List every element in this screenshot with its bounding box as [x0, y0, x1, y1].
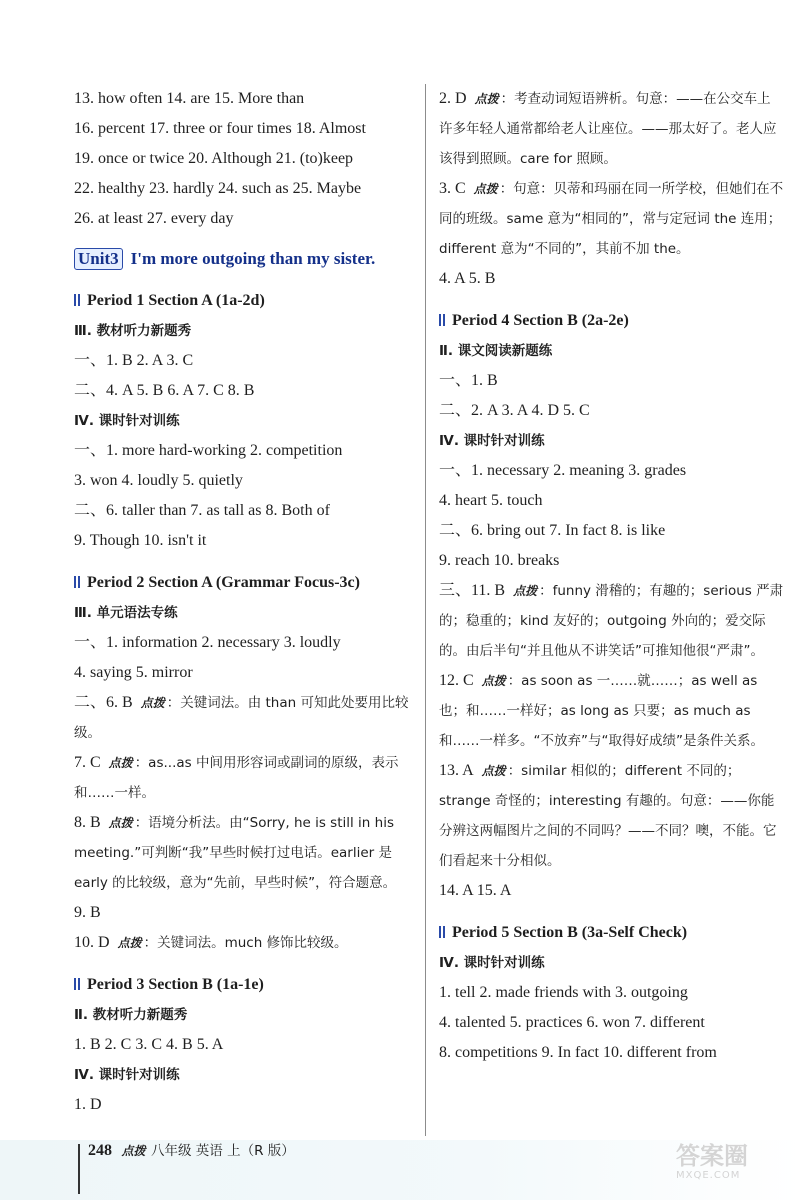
answer-explanation [74, 748, 422, 808]
watermark-url: MXQE.COM [676, 1170, 741, 1181]
exercise-subheading: Ⅳ. 课时针对训练 [74, 413, 180, 429]
exercise-subheading: Ⅳ. 课时针对训练 [439, 955, 545, 971]
answer-key: 三、11. B [439, 582, 506, 599]
dianbo-label: 点拨 [117, 936, 142, 950]
answer-line: 1. tell 2. made friends with 3. outgoing [439, 984, 688, 1001]
dianbo-label: 点拨 [473, 182, 498, 196]
answer-line: 二、6. bring out 7. In fact 8. is like [439, 522, 666, 539]
period-title: Period 4 Section B (2a-2e) [452, 312, 629, 329]
period-title: Period 1 Section A (1a-2d) [87, 292, 265, 309]
period-heading [74, 286, 422, 316]
answer-line: 一、1. more hard-working 2. competition [74, 442, 343, 459]
answer-key: 13. A [439, 762, 474, 779]
section-marker-icon [74, 576, 80, 588]
answer-line: 二、6. taller than 7. as tall as 8. Both of [74, 502, 330, 519]
answer-line: 22. healthy 23. hardly 24. such as 25. Maybe [74, 180, 362, 197]
answer-line: 4. heart 5. touch [439, 492, 543, 509]
watermark-text: 答案圈 [676, 1142, 748, 1170]
answer-key: 10. D [74, 934, 110, 951]
explanation-text: ：similar 相似的；different 不同的；strange 奇怪的；interesting 有趣的。句意：——你能分辨这两幅图片之间的不同吗？——不同？噢，不能。它们看起来十分相似。 [439, 763, 777, 869]
answer-line: 一、1. necessary 2. meaning 3. grades [439, 462, 687, 479]
answer-line: 9. B [74, 904, 101, 921]
answer-explanation [439, 84, 784, 174]
dianbo-label: 点拨 [108, 756, 133, 770]
answer-line: 1. B 2. C 3. C 4. B 5. A [74, 1036, 224, 1053]
dianbo-label: 点拨 [474, 92, 499, 106]
answer-line: 3. won 4. loudly 5. quietly [74, 472, 243, 489]
explanation-text: ：句意：贝蒂和玛丽在同一所学校，但她们在不同的班级。same 意为“相同的”，常与定冠词 the 连用；different 意为“不同的”，其前不加 the。 [439, 181, 784, 257]
answer-key: 8. B [74, 814, 101, 831]
section-marker-icon [439, 926, 445, 938]
page-number: 248 [88, 1142, 112, 1159]
dianbo-label: 点拨 [481, 674, 506, 688]
answer-line: 二、2. A 3. A 4. D 5. C [439, 402, 590, 419]
explanation-text: ：as...as 中间用形容词或副词的原级，表示和……一样。 [74, 755, 399, 801]
answer-line: 4. A 5. B [439, 270, 496, 287]
answer-line: 二、4. A 5. B 6. A 7. C 8. B [74, 382, 255, 399]
answer-key: 7. C [74, 754, 101, 771]
answer-line: 4. saying 5. mirror [74, 664, 193, 681]
period-title: Period 3 Section B (1a-1e) [87, 976, 264, 993]
answer-explanation [439, 666, 784, 756]
answer-line: 16. percent 17. three or four times 18. Almost [74, 120, 366, 137]
exercise-subheading: Ⅱ. 教材听力新题秀 [74, 1007, 188, 1023]
answer-line: 26. at least 27. every day [74, 210, 234, 227]
answer-line: 19. once or twice 20. Although 21. (to)keep [74, 150, 354, 167]
dianbo-label: 点拨 [481, 764, 506, 778]
exercise-subheading: Ⅳ. 课时针对训练 [439, 433, 545, 449]
answer-line: 1. D [74, 1096, 102, 1113]
answer-line: 4. talented 5. practices 6. won 7. different [439, 1014, 705, 1031]
answer-line: 14. A 15. A [439, 882, 512, 899]
explanation-text: ：考查动词短语辨析。句意：——在公交车上许多年轻人通常都给老人让座位。——那太好了。老人应该得到照顾。care for 照顾。 [439, 91, 777, 167]
period-heading [439, 918, 784, 948]
footer-rule [78, 1144, 80, 1194]
answer-explanation [74, 688, 422, 748]
answer-line: 9. reach 10. breaks [439, 552, 560, 569]
book-title: 八年级 英语 上（R 版） [151, 1143, 295, 1159]
answer-key: 3. C [439, 180, 466, 197]
unit-tag: Unit3 [74, 248, 123, 270]
answer-explanation [439, 576, 784, 666]
section-marker-icon [439, 314, 445, 326]
right-column [439, 84, 784, 1068]
column-divider [425, 84, 426, 1136]
answer-line: 一、1. B [439, 372, 498, 389]
period-heading [74, 970, 422, 1000]
answer-line: 一、1. information 2. necessary 3. loudly [74, 634, 341, 651]
section-marker-icon [74, 978, 80, 990]
answer-explanation [74, 928, 422, 958]
watermark-logo [676, 1142, 788, 1190]
brand-logo: 点拨 [121, 1144, 146, 1158]
exercise-subheading: Ⅲ. 单元语法专练 [74, 605, 178, 621]
exercise-subheading: Ⅱ. 课文阅读新题练 [439, 343, 553, 359]
answer-line: 8. competitions 9. In fact 10. different from [439, 1044, 717, 1061]
explanation-text: ：语境分析法。由“Sorry, he is still in his meeting.”可判断“我”早些时候打过电话。earlier 是 early 的比较级，意为“先前，早些时候”，符合题意。 [74, 815, 397, 891]
answer-explanation [439, 174, 784, 264]
answer-key: 二、6. B [74, 694, 133, 711]
period-heading [74, 568, 422, 598]
unit-title: I'm more outgoing than my sister. [130, 249, 376, 268]
dianbo-label: 点拨 [513, 584, 538, 598]
answer-line: 9. Though 10. isn't it [74, 532, 207, 549]
section-marker-icon [74, 294, 80, 306]
exercise-subheading: Ⅳ. 课时针对训练 [74, 1067, 180, 1083]
period-title: Period 2 Section A (Grammar Focus-3c) [87, 574, 360, 591]
dianbo-label: 点拨 [140, 696, 165, 710]
footer [88, 1141, 295, 1162]
answer-line: 一、1. B 2. A 3. C [74, 352, 194, 369]
period-title: Period 5 Section B (3a-Self Check) [452, 924, 688, 941]
answer-key: 2. D [439, 90, 467, 107]
answer-key: 12. C [439, 672, 474, 689]
answer-line: 13. how often 14. are 15. More than [74, 90, 305, 107]
answer-explanation [439, 756, 784, 876]
dianbo-label: 点拨 [108, 816, 133, 830]
left-column [74, 84, 422, 1120]
explanation-text: ：关键词法。much 修饰比较级。 [143, 935, 348, 951]
exercise-subheading: Ⅲ. 教材听力新题秀 [74, 323, 192, 339]
unit-heading [74, 244, 422, 274]
explanation-text: ：funny 滑稽的；有趣的；serious 严肃的；稳重的；kind 友好的；outgoing 外向的；爱交际的。由后半句“并且他从不讲笑话”可推知他很“严肃”。 [439, 583, 784, 659]
explanation-text: ：关键词法。由 than 可知此处要用比较级。 [74, 695, 409, 741]
period-heading [439, 306, 784, 336]
explanation-text: ：as soon as 一……就……；as well as 也；和……一样好；as long as 只要；as much as 和……一样多。“不放弃”与“取得好成绩”是条件关系。 [439, 673, 764, 749]
answer-explanation [74, 808, 422, 898]
